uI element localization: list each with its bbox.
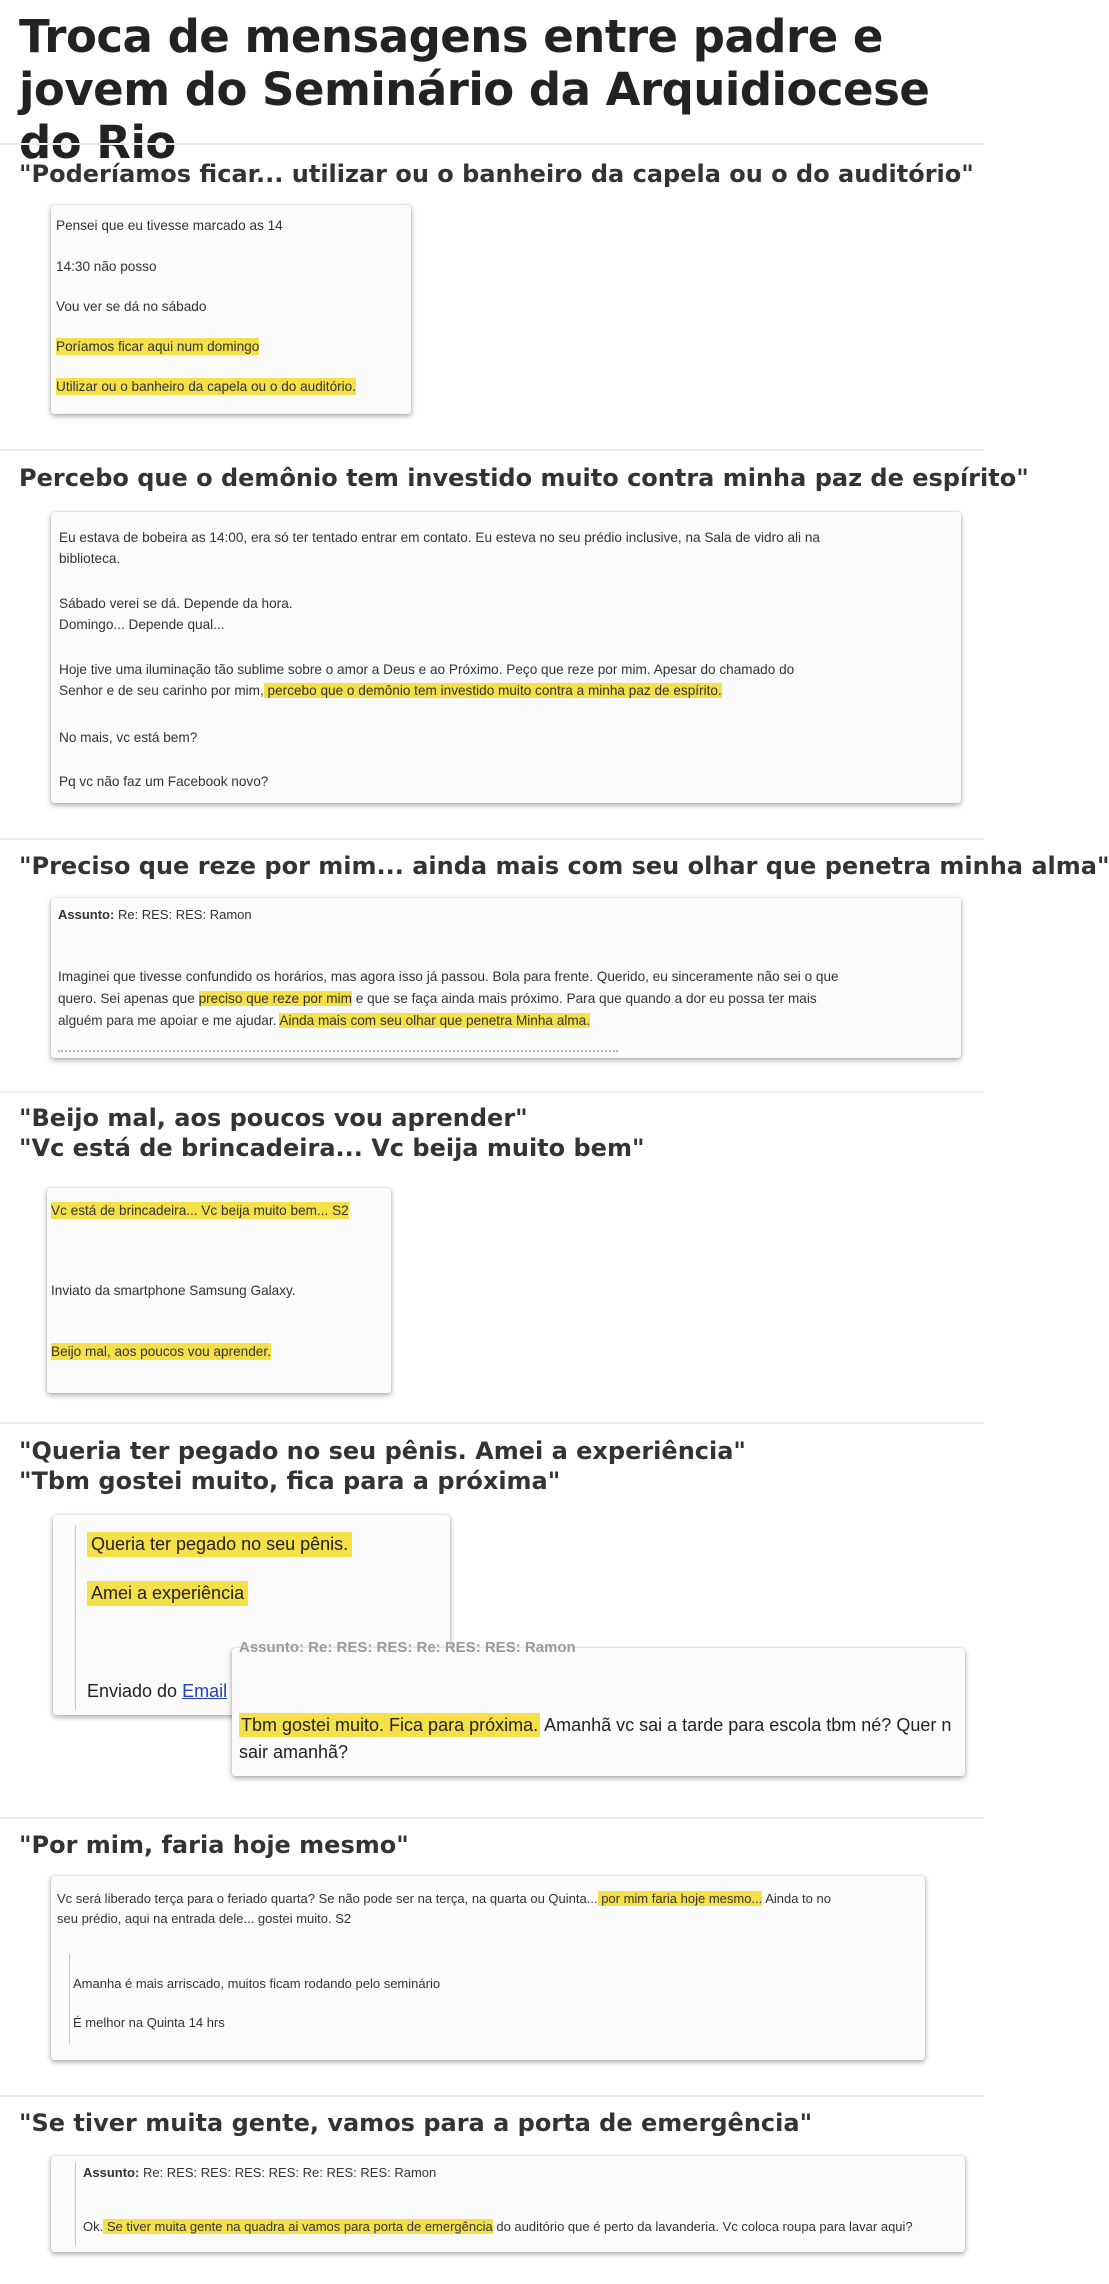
message-line (83, 2218, 913, 2235)
highlighted-line: Beijo mal, aos poucos vou aprender. (51, 1344, 271, 1359)
quote-bar (75, 2162, 76, 2246)
section-heading: "Por mim, faria hoje mesmo" (19, 1831, 409, 1859)
section-divider (0, 449, 984, 451)
quote-bar (75, 1525, 76, 1710)
email-link[interactable]: Email (182, 1681, 228, 1701)
subject-label: Assunto: (58, 907, 115, 922)
message-line (59, 682, 722, 699)
cropped-text-line (58, 1050, 618, 1055)
message-text: alguém para me apoiar e me ajudar. (58, 1013, 280, 1028)
message-line: 14:30 não posso (56, 259, 157, 274)
subject-label: Assunto: (83, 2165, 140, 2180)
message-text: Vc será liberado terça para o feriado quarta? Se não pode ser na terça, na quarta ou Quinta... (57, 1891, 598, 1906)
message-line (57, 1890, 831, 1907)
quote-bar (69, 1954, 70, 2044)
message-line (58, 1012, 590, 1029)
subject-text: Re: RES: RES: RES: RES: Re: RES: RES: Ramon (139, 2165, 437, 2180)
section-divider (0, 1091, 984, 1093)
message-screenshot (51, 2156, 965, 2252)
section-divider (0, 1422, 984, 1424)
message-line: Eu estava de bobeira as 14:00, era só ter tentado entrar em contato. Eu esteva no seu prédio inclusive, na Sala de vidro ali na (59, 530, 820, 545)
section-heading: "Queria ter pegado no seu pênis. Amei a experiência" (19, 1437, 746, 1465)
section-heading: "Beijo mal, aos poucos vou aprender" (19, 1104, 528, 1132)
message-screenshot (51, 205, 411, 414)
message-text: Ok. (83, 2219, 104, 2234)
page-title: Troca de mensagens entre padre e jovem do Seminário da Arquidiocese do Rio (19, 10, 930, 169)
message-text: Senhor e de seu carinho por mim, (59, 683, 264, 698)
highlighted-line: Poríamos ficar aqui num domingo (56, 339, 260, 354)
message-line: Pensei que eu tivesse marcado as 14 (56, 218, 283, 233)
highlighted-text: por mim faria hoje mesmo... (597, 1891, 763, 1906)
message-text: quero. Sei apenas que (58, 991, 199, 1006)
message-line: sair amanhã? (239, 1742, 349, 1762)
section-divider (0, 2095, 984, 2097)
section-divider (0, 1817, 984, 1819)
section-heading: "Se tiver muita gente, vamos para a porta de emergência" (19, 2109, 813, 2137)
highlighted-text: percebo que o demônio tem investido muito contra a minha paz de espírito. (263, 683, 722, 698)
message-line: Pq vc não faz um Facebook novo? (59, 774, 269, 789)
highlighted-line: Utilizar ou o banheiro da capela ou o do auditório. (56, 379, 357, 394)
message-text: e que se faça ainda mais próximo. Para que quando a dor eu possa ter mais (351, 991, 817, 1006)
message-text: Ainda to no (762, 1891, 831, 1906)
sent-from (87, 1681, 227, 1702)
message-line (239, 1715, 951, 1736)
highlighted-text: Se tiver muita gente na quadra ai vamos para porta de emergência (103, 2219, 493, 2234)
message-line: Domingo... Depende qual... (59, 617, 225, 632)
message-line: Sábado verei se dá. Depende da hora. (59, 596, 293, 611)
section-divider (0, 838, 984, 840)
quoted-line: Amanha é mais arriscado, muitos ficam rodando pelo seminário (73, 1976, 441, 1991)
highlighted-text: Tbm gostei muito. Fica para próxima. (241, 1715, 539, 1735)
email-subject (83, 2164, 436, 2181)
highlighted-line: Amei a experiência (87, 1581, 248, 1606)
highlighted-line: Queria ter pegado no seu pênis. (87, 1532, 352, 1557)
email-subject (58, 906, 252, 923)
message-line: Imaginei que tivesse confundido os horários, mas agora isso já passou. Bola para frente. Querido, eu sinceramente não sei o que (58, 969, 839, 984)
section-heading: Percebo que o demônio tem investido muito contra minha paz de espírito" (19, 464, 1029, 492)
highlighted-line: Vc está de brincadeira... Vc beija muito bem... S2 (51, 1203, 349, 1218)
message-line (58, 990, 817, 1007)
subject-text: Re: RES: RES: Ramon (114, 907, 252, 922)
message-text: do auditório que é perto da lavanderia. Vc coloca roupa para lavar aqui? (492, 2219, 913, 2234)
section-heading: "Preciso que reze por mim... ainda mais com seu olhar que penetra minha alma" (19, 852, 1109, 880)
section-divider (0, 143, 984, 145)
cropped-subject: Assunto: Re: RES: RES: Re: RES: RES: Ramon (239, 1639, 576, 1656)
quoted-line: É melhor na Quinta 14 hrs (73, 2015, 225, 2030)
message-screenshot (47, 1188, 391, 1393)
message-screenshot (51, 1876, 925, 2060)
highlighted-text: preciso que reze por mim (198, 991, 352, 1006)
message-line: seu prédio, aqui na entrada dele... gostei muito. S2 (57, 1911, 352, 1926)
highlighted-text: Ainda mais com seu olhar que penetra Minha alma. (279, 1013, 590, 1028)
message-screenshot (51, 898, 961, 1058)
message-screenshot (51, 512, 961, 803)
message-line: No mais, vc está bem? (59, 730, 198, 745)
message-line: Inviato da smartphone Samsung Galaxy. (51, 1283, 296, 1298)
message-line: biblioteca. (59, 551, 121, 566)
sent-from-text: Enviado do (87, 1681, 183, 1701)
reply-screenshot (232, 1639, 965, 1776)
message-line: Vou ver se dá no sábado (56, 299, 207, 314)
message-line: Hoje tive uma iluminação tão sublime sobre o amor a Deus e ao Próximo. Peço que reze por mim. Apesar do chamado do (59, 662, 795, 677)
message-text: Amanhã vc sai a tarde para escola tbm né? Quer n (540, 1715, 952, 1735)
section-heading: "Tbm gostei muito, fica para a próxima" (19, 1467, 561, 1495)
section-heading: "Poderíamos ficar... utilizar ou o banheiro da capela ou o do auditório" (19, 160, 974, 188)
section-heading: "Vc está de brincadeira... Vc beija muito bem" (19, 1134, 645, 1162)
